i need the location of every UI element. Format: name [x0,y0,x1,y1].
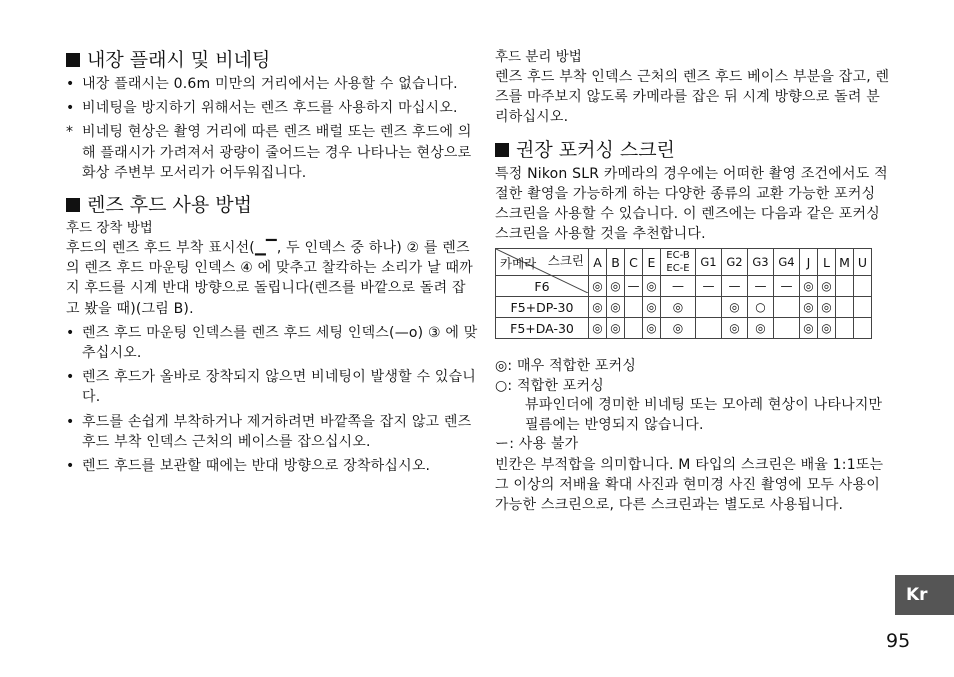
square-bullet-icon [495,143,509,157]
attach-paragraph: 후드의 렌즈 후드 부착 표시선(▁▔, 두 인덱스 중 하나) ② 를 렌즈의 렌즈 후드 마운팅 인덱스 ④ 에 맞추고 찰칵하는 소리가 날 때까지 후드를 시계 반대 방향으로 돌립니다(렌즈를 바깥으로 돌려 잡고 봤을 때)(그림 B). [66,240,474,317]
table-cell: ◎ [607,318,625,339]
list-item: • 내장 플래시는 0.6m 미만의 거리에서는 사용할 수 없습니다. [66,76,458,92]
table-cell [854,297,872,318]
table-cell: ◎ [818,318,836,339]
table-header: A [589,249,607,276]
table-cell [854,318,872,339]
section-title-focusing-screen: 권장 포커싱 스크린 [495,138,893,162]
table-cell: ○ [748,297,774,318]
list-item: • 렌즈 후드 마운팅 인덱스를 렌즈 후드 세팅 인덱스(—o) ③ 에 맞추십시오. [66,324,478,362]
table-header: L [818,249,836,276]
table-cell: ◎ [818,297,836,318]
list-item: • 렌드 후드를 보관할 때에는 반대 방향으로 장착하십시오. [66,458,431,475]
list-item: * 비네팅 현상은 촬영 거리에 따른 렌즈 배럴 또는 렌즈 후드에 의해 플래시가 가려져서 광량이 줄어드는 경우 나타나는 현상으로 화상 주변부 모서리가 어두워집니다. [66,124,472,181]
table-cell: ◎ [800,276,818,297]
table-cell: ◎ [607,276,625,297]
table-header-row [496,249,872,276]
subsection-title-detach: 후드 분리 방법 [495,49,582,65]
table-cell: ◎ [643,318,661,339]
table-header: G4 [774,249,800,276]
table-header: C [625,249,643,276]
table-row [496,297,872,318]
table-cell: ◎ [589,276,607,297]
table-cell [696,297,722,318]
table-cell: ◎ [661,297,696,318]
row-label: F5+DA-30 [496,318,589,339]
table-cell [696,318,722,339]
table-cell: ◎ [722,318,748,339]
table-cell: — [774,276,800,297]
right-column [495,48,893,516]
attach-notes-list [66,323,478,476]
list-item: • 비네팅을 방지하기 위해서는 렌즈 후드를 사용하지 마십시오. [66,100,458,117]
table-header: G1 [696,249,722,276]
table-header: G2 [722,249,748,276]
table-cell [774,297,800,318]
table-cell [836,276,854,297]
page-number: 95 [886,630,911,652]
table-header: E [643,249,661,276]
flash-vignetting-list [66,74,478,183]
list-item: • 후드를 손쉽게 부착하거나 제거하려면 바깥쪽을 잡지 않고 렌즈 후드 부착 인덱스 근처의 베이스를 잡으십시오. [66,413,472,450]
table-row [496,318,872,339]
table-cell: ◎ [748,318,774,339]
section-title-lens-hood: 렌즈 후드 사용 방법 [66,193,478,217]
table-cell: ◎ [643,276,661,297]
table-header: B [607,249,625,276]
row-label: F6 [496,276,589,297]
table-header: G3 [748,249,774,276]
table-cell [854,276,872,297]
table-cell: ◎ [589,318,607,339]
legend-item: 뷰파인더에 경미한 비네팅 또는 모아레 현상이 나타나지만 필름에는 반영되지 않습니다. [525,397,883,433]
focusing-screen-table [495,248,872,339]
table-cell: ◎ [607,297,625,318]
square-bullet-icon [66,53,80,67]
row-label: F5+DP-30 [496,297,589,318]
table-header: M [836,249,854,276]
table-cell [836,318,854,339]
square-bullet-icon [66,198,80,212]
section-title-flash-vignetting: 내장 플래시 및 비네팅 [66,48,478,72]
left-column [66,48,478,476]
table-cell [625,318,643,339]
table-cell: ◎ [589,297,607,318]
table-cell: ◎ [722,297,748,318]
table-header: EC-B EC-E [661,249,696,276]
list-item: • 렌즈 후드가 올바로 장착되지 않으면 비네팅이 발생할 수 있습니다. [66,369,477,406]
table-cell: ◎ [800,297,818,318]
table-cell: ◎ [800,318,818,339]
closing-paragraph: 빈칸은 부적합을 의미합니다. M 타입의 스크린은 배율 1:1또는 그 이상의 저배율 확대 사진과 현미경 사진 촬영에 모두 사용이 가능한 스크린으로, 다른 스크린과는 별도로 사용됩니다. [495,456,884,514]
language-tab: Kr [895,575,954,615]
focusing-screen-paragraph: 특정 Nikon SLR 카메라의 경우에는 어떠한 촬영 조건에서도 적절한 촬영을 가능하게 하는 다양한 종류의 교환 가능한 포커싱 스크린을 사용할 수 있습니다. 이 렌즈에는 다음과 같은 포커싱 스크린을 사용할 것을 추천합니다. [495,165,888,243]
table-cell: — [625,276,643,297]
table-cell: ◎ [818,276,836,297]
table-cell: — [696,276,722,297]
subsection-title-attach: 후드 장착 방법 [66,220,153,237]
table-cell: ◎ [661,318,696,339]
table-cell: — [748,276,774,297]
table-cell [774,318,800,339]
legend-item: ◎: 매우 적합한 포커싱 [495,358,637,375]
legend-item: ○: 적합한 포커싱 [495,377,604,394]
table-cell: — [661,276,696,297]
table-corner-cell: 스크린 카메라 [496,249,589,276]
table-legend [495,357,893,455]
table-header: J [800,249,818,276]
table-cell: — [722,276,748,297]
table-header: U [854,249,872,276]
table-cell: ◎ [643,297,661,318]
table-cell [625,297,643,318]
table-cell [836,297,854,318]
legend-item: ー: 사용 불가 [495,436,579,453]
detach-paragraph: 렌즈 후드 부착 인덱스 근처의 렌즈 후드 베이스 부분을 잡고, 렌즈를 마주보지 않도록 카메라를 잡은 뒤 시계 방향으로 돌려 분리하십시오. [495,69,890,126]
